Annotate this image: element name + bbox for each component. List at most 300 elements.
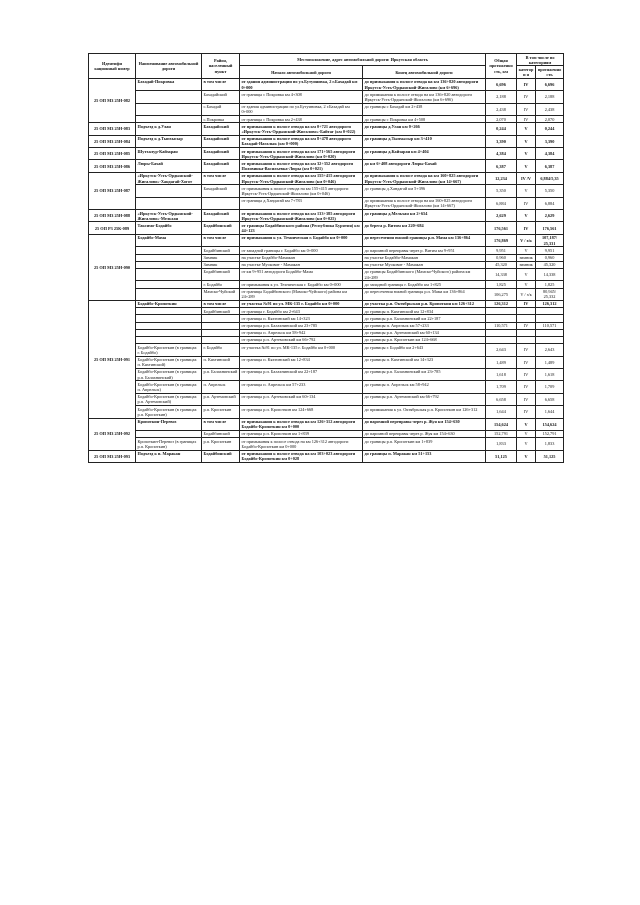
road-name-cell: Бодайбо-Кропоткин (в границах р.п. Балахнинский) [136, 368, 202, 380]
table-row [89, 172, 564, 184]
road-name-cell: Шутхалур-Кайзаран [136, 148, 202, 160]
total-length-cell: 5,350 [486, 185, 517, 197]
total-length-cell: 9,951 [486, 247, 517, 254]
total-length-cell: 1,489 [486, 356, 517, 368]
table-row [89, 406, 564, 418]
category-length-cell: 107,187/ 25,331 [536, 234, 564, 246]
road-name-cell [136, 308, 202, 315]
road-name-cell: Подъезд к д.Тыпхысыр [136, 135, 202, 147]
table-row [89, 222, 564, 234]
road-name-cell: Бахадай-Покровка [136, 78, 202, 90]
start-point-cell: от примыкания к полосе отвода на км 155+415 автодороги Иркутск-Усть-Ордынский-Жигалово (км 0+046) [240, 172, 363, 184]
header-cat-length: протяженно сть [536, 66, 564, 78]
category-cell [517, 315, 536, 322]
category-cell: IV [517, 116, 536, 123]
category-cell: V [517, 185, 536, 197]
header-category: категори я [517, 66, 536, 78]
road-id-cell: 25 ОП Р3 25К-089 [89, 222, 136, 234]
table-row [89, 450, 564, 462]
category-cell: IV [517, 344, 536, 356]
start-point-cell: от границы р.п. Артемовский км 66+792 [240, 336, 363, 343]
total-length-cell [486, 329, 517, 336]
road-id-cell: 25 ОП МЗ 25Н-083 [89, 123, 136, 135]
total-length-cell: 1,709 [486, 381, 517, 393]
district-cell: с.Бахадай [202, 103, 240, 115]
total-length-cell: 110,571 [486, 322, 517, 329]
category-length-cell: 152,791 [536, 430, 564, 437]
category-length-cell: 0,960 [536, 254, 564, 261]
total-length-cell: 2,438 [486, 103, 517, 115]
category-length-cell: 3,390 [536, 135, 564, 147]
end-point-cell: до примыкания к ул. Октябрьская р.п. Кропоткин км 126+312 [363, 406, 486, 418]
category-cell: IV [517, 91, 536, 103]
table-row [89, 91, 564, 103]
header-id: Идентифи кационный номер [89, 54, 136, 79]
category-cell: V [517, 247, 536, 254]
total-length-cell: 2,188 [486, 91, 517, 103]
table-row [89, 160, 564, 172]
district-cell: Бахадайский [202, 91, 240, 103]
start-point-cell: от границы р.п. Балахнинский км 23+785 [240, 322, 363, 329]
category-length-cell: 14,338 [536, 268, 564, 280]
category-cell [517, 329, 536, 336]
table-row [89, 281, 564, 288]
end-point-cell: до границы п. Кяхтинский км 12+834 [363, 308, 486, 315]
category-length-cell: 2,629 [536, 210, 564, 222]
start-point-cell: от границы п. Апрельск км 57+233 [240, 381, 363, 393]
start-point-cell: от границы г. Бодайбо км 2+643 [240, 308, 363, 315]
total-length-cell: 1,618 [486, 368, 517, 380]
district-cell: в том числе [202, 172, 240, 184]
table-row [89, 438, 564, 450]
total-length-cell: 176,561 [486, 222, 517, 234]
end-point-cell: до границы г. Бодайбо км 2+643 [363, 344, 486, 356]
category-cell: V [517, 268, 536, 280]
category-length-cell: 1,825 [536, 281, 564, 288]
road-name-cell: Кропоткин-Перевоз (в границах р.п. Кропоткин) [136, 438, 202, 450]
district-cell [202, 336, 240, 343]
category-length-cell: 0,244 [536, 123, 564, 135]
header-incl: В том числе по категориям [517, 54, 564, 66]
table-row [89, 300, 564, 307]
table-row [89, 234, 564, 246]
total-length-cell: 45,320 [486, 261, 517, 268]
start-point-cell: от границы Бодайбинского района (Республика Бурятия) км 44+123 [240, 222, 363, 234]
table-row [89, 268, 564, 280]
category-length-cell: 6,696 [536, 78, 564, 90]
table-row [89, 344, 564, 356]
start-point-cell: от примыкания к полосе отвода на км 32+352 автодороги Половинка-Васильевка-Люры (км 0+021) [240, 160, 363, 172]
category-cell: IV [517, 197, 536, 209]
category-length-cell [536, 308, 564, 315]
district-cell: Бодайбинский [202, 247, 240, 254]
category-length-cell: 6,387 [536, 160, 564, 172]
district-cell: Бахадайский [202, 123, 240, 135]
category-cell: IV [517, 103, 536, 115]
end-point-cell: до границы с Покровка км 4+508 [363, 116, 486, 123]
table-row [89, 393, 564, 405]
total-length-cell: 154,624 [486, 418, 517, 430]
district-cell: р.п. Кропоткин [202, 438, 240, 450]
start-point-cell: от примыкания к полосе отвода на км 133+385 автодороги Иркутск-Усть-Ордынский-Жигалово (км 0+025) [240, 210, 363, 222]
category-length-cell: 1,833 [536, 438, 564, 450]
header-length: Общая протяженно сть, км [486, 54, 517, 79]
total-length-cell: 3,390 [486, 135, 517, 147]
end-point-cell: до примыкания к полосе отвода на км 136+820 автодороги Иркутск-Усть-Ордынский-Жигалово (км 6+696) [363, 78, 486, 90]
road-id-cell: 25 ОП МЗ 25Н-090 [89, 234, 136, 300]
category-cell: IV [517, 300, 536, 307]
district-cell: п. Апрельск [202, 381, 240, 393]
end-point-cell: до западной границы г. Бодайбо км 1+825 [363, 281, 486, 288]
total-length-cell: 14,338 [486, 268, 517, 280]
table-row [89, 261, 564, 268]
start-point-cell: от примыкания к полосе отвода на км 126+312 автодороги Бодайбо-Кропоткин км 0+000 [240, 418, 363, 430]
category-length-cell: 1,489 [536, 356, 564, 368]
end-point-cell: до границы д.Мельхан км 2+654 [363, 210, 486, 222]
category-length-cell: 2,438 [536, 103, 564, 115]
district-cell: п. Кяхтинский [202, 356, 240, 368]
category-cell: зимник [517, 261, 536, 268]
category-cell: IV [517, 78, 536, 90]
road-id-cell: 25 ОП МЗ 25Н-091 [89, 300, 136, 418]
total-length-cell [486, 308, 517, 315]
table-row [89, 288, 564, 300]
table-row [89, 78, 564, 90]
total-length-cell: 51,125 [486, 450, 517, 462]
end-point-cell: до примыкания к полосе отвода на км 136+820 автодороги Иркутск-Усть-Ордынский-Жигалово (км 6+696) [363, 91, 486, 103]
start-point-cell: от примыкания к ул. Техническая г. Бодайбо км 0+000 [240, 281, 363, 288]
total-length-cell: 2,629 [486, 210, 517, 222]
end-point-cell: до примыкания к полосе отвода на км 160+825 автодороги Иркутск-Усть-Ордынский-Жигалово (км 14+667) [363, 172, 486, 184]
end-point-cell: до границы д.Улан км 0+266 [363, 123, 486, 135]
start-point-cell: от участка №91 по ул. МК-135 г. Бодайбо км 0+000 [240, 300, 363, 307]
district-cell [202, 322, 240, 329]
end-point-cell: до границы р.п. Балахнинский км 23+785 [363, 368, 486, 380]
road-registry-document [88, 53, 563, 463]
district-cell: Мамско-Чуйский [202, 288, 240, 300]
total-length-cell: 1,644 [486, 406, 517, 418]
total-length-cell: 12,234 [486, 172, 517, 184]
end-point-cell: до границы р.п. Кропоткин км 124+668 [363, 336, 486, 343]
total-length-cell: 106,275 [486, 288, 517, 300]
district-cell [202, 315, 240, 322]
category-cell: зимник [517, 254, 536, 261]
end-point-cell: до границы д.Тыпхысыр км 3+410 [363, 135, 486, 147]
road-id-cell: 25 ОП МЗ 25Н-086 [89, 160, 136, 172]
end-point-cell: до границы р.п. Артемовский км 66+792 [363, 393, 486, 405]
category-length-cell: 110,571 [536, 322, 564, 329]
road-name-cell [136, 268, 202, 280]
district-cell: Зимник [202, 261, 240, 268]
header-row-1 [89, 54, 564, 66]
category-cell [517, 336, 536, 343]
start-point-cell: от примыкания к полосе отвода на км 0+721 автодороги «Иркутск-Усть-Ордынский-Жигалово»-Байтаг (км 0+022) [240, 123, 363, 135]
category-length-cell: 45,320 [536, 261, 564, 268]
road-name-cell [136, 430, 202, 437]
table-row [89, 185, 564, 197]
end-point-cell: до границы д.Кайзаран км 4+404 [363, 148, 486, 160]
road-name-cell [136, 281, 202, 288]
road-name-cell [136, 315, 202, 322]
category-cell: IV [517, 356, 536, 368]
road-name-cell [136, 91, 202, 103]
district-cell: г. Бодайбо [202, 344, 240, 356]
category-length-cell: 1,644 [536, 406, 564, 418]
header-start: Начало автомобильной дороги [240, 66, 363, 78]
road-name-cell [136, 254, 202, 261]
table-row [89, 123, 564, 135]
table-row [89, 329, 564, 336]
category-cell: V [517, 160, 536, 172]
end-point-cell: на участке Мусковит - Мамакан [363, 261, 486, 268]
total-length-cell: 0,960 [486, 254, 517, 261]
start-point-cell: от примыкания к полосе отвода на км 155+415 автодороги Иркутск-Усть-Ордынский-Жигалово (км 0+046) [240, 185, 363, 197]
start-point-cell: от границы Бодайбинского (Мамско-Чуйского) района км 24+289 [240, 288, 363, 300]
category-length-cell [536, 336, 564, 343]
category-length-cell: 4,384 [536, 148, 564, 160]
road-name-cell: Бодайбо-Кропоткин (в границах р.п. Артемовский) [136, 393, 202, 405]
road-id-cell: 25 ОП МЗ 25Н-093 [89, 450, 136, 462]
district-cell: Бахадайский [202, 210, 240, 222]
road-name-cell [136, 261, 202, 268]
end-point-cell: до км 6+408 автодороги Люры-Бахай [363, 160, 486, 172]
start-point-cell: от границы п. Кяхтинский км 14+323 [240, 315, 363, 322]
table-row [89, 148, 564, 160]
district-cell: Зимник [202, 254, 240, 261]
table-row [89, 210, 564, 222]
start-point-cell: от здания администрации по ул.Бутуиновка, 2 г.Бахадай км 0+000 [240, 103, 363, 115]
category-length-cell [536, 315, 564, 322]
category-cell: V [517, 135, 536, 147]
total-length-cell: 4,384 [486, 148, 517, 160]
category-cell: IV [517, 393, 536, 405]
road-id-cell: 25 ОП МЗ 25Н-084 [89, 135, 136, 147]
end-point-cell: до участка р.п. Октябрьская р.п. Кропоткин км 126+312 [363, 300, 486, 307]
start-point-cell: от здания администрации по ул.Бутуиновка, 2 г.Бахадай км 0+000 [240, 78, 363, 90]
road-name-cell [136, 197, 202, 209]
category-length-cell: 176,561 [536, 222, 564, 234]
end-point-cell: до паромной переправы через р. Жуя км 154+630 [363, 418, 486, 430]
roads-table [88, 53, 564, 463]
table-row [89, 315, 564, 322]
total-length-cell: 2,070 [486, 116, 517, 123]
road-name-cell: «Иркутск-Усть-Ордынский-Жигалово»-Мельхан [136, 210, 202, 222]
start-point-cell: от границы д.Хандагай км 7+783 [240, 197, 363, 209]
category-length-cell: 2,643 [536, 344, 564, 356]
district-cell: Бодайбинский [202, 308, 240, 315]
end-point-cell: до границы с Бахадай км 2+438 [363, 103, 486, 115]
road-name-cell: Бодайбо-Кропоткин (в границах п. Апрельск) [136, 381, 202, 393]
category-cell: V / з/к [517, 234, 536, 246]
end-point-cell: на участке Бодайбо-Мамакан [363, 254, 486, 261]
category-cell: V [517, 430, 536, 437]
end-point-cell: до границы п. Апрельск км 57+233 [363, 322, 486, 329]
district-cell: г. Бодайбо [202, 281, 240, 288]
category-cell: V [517, 438, 536, 450]
category-cell: IV [517, 368, 536, 380]
start-point-cell: от границы п. Апрельск км 58+942 [240, 329, 363, 336]
end-point-cell: до паромной переправы через р. Жуя км 154+630 [363, 430, 486, 437]
table-row [89, 356, 564, 368]
district-cell: с.Покровка [202, 116, 240, 123]
table-row [89, 197, 564, 209]
table-row [89, 322, 564, 329]
road-id-cell: 25 ОП МЗ 25Н-085 [89, 148, 136, 160]
total-length-cell: 6,387 [486, 160, 517, 172]
category-cell: V [517, 450, 536, 462]
total-length-cell [486, 315, 517, 322]
table-row [89, 247, 564, 254]
road-name-cell: Кропоткин-Перевоз [136, 418, 202, 430]
road-name-cell [136, 185, 202, 197]
total-length-cell: 126,312 [486, 300, 517, 307]
start-point-cell: от примыкания к полосе отвода на км 171+565 автодороги Иркутск-Усть-Ордынский-Жигалово (км 0+020) [240, 148, 363, 160]
table-row [89, 430, 564, 437]
start-point-cell: от км 9+951 автодороги Бодайбо-Мама [240, 268, 363, 280]
table-row [89, 368, 564, 380]
end-point-cell: до паромной переправы через р. Витим км 9+951 [363, 247, 486, 254]
category-cell: V / з/к [517, 288, 536, 300]
category-cell: V [517, 148, 536, 160]
total-length-cell: 1,833 [486, 438, 517, 450]
start-point-cell: от границы р.п. Артемовский км 60+134 [240, 393, 363, 405]
start-point-cell: от границы р.п. Кропоткин км 124+668 [240, 406, 363, 418]
start-point-cell: от западной границы г. Бодайбо км 0+000 [240, 247, 363, 254]
table-row [89, 336, 564, 343]
district-cell: Бодайбинский [202, 268, 240, 280]
start-point-cell: от примыкания к ул. Техническая г. Бодайбо км 0+000 [240, 234, 363, 246]
district-cell [202, 197, 240, 209]
road-name-cell [136, 103, 202, 115]
table-row [89, 135, 564, 147]
district-cell: Бахадайский [202, 135, 240, 147]
category-length-cell: 2,188 [536, 91, 564, 103]
start-point-cell: от примыкания к полосе отвода на км 103+023 автодороги Бодайбо-Кропоткин км 0+028 [240, 450, 363, 462]
road-id-cell: 25 ОП МЗ 25Н-087 [89, 172, 136, 209]
total-length-cell: 0,244 [486, 123, 517, 135]
road-name-cell [136, 116, 202, 123]
category-cell [517, 308, 536, 315]
start-point-cell: от участка №91 по ул. МК-135 г. Бодайбо км 0+000 [240, 344, 363, 356]
table-row [89, 418, 564, 430]
table-body [89, 78, 564, 462]
table-row [89, 116, 564, 123]
category-cell: V [517, 123, 536, 135]
district-cell: в том числе [202, 300, 240, 307]
end-point-cell: до границы п. Кяхтинский км 14+323 [363, 356, 486, 368]
category-length-cell: 6,884/5,35 [536, 172, 564, 184]
category-length-cell: 2,070 [536, 116, 564, 123]
header-end: Конец автомобильной дороги [363, 66, 486, 78]
district-cell: Бахадайский [202, 160, 240, 172]
table-row [89, 254, 564, 261]
start-point-cell: от границы п. Кяхтинский км 12+834 [240, 356, 363, 368]
header-district: Район, населенный пункт [202, 54, 240, 79]
total-length-cell: 152,791 [486, 430, 517, 437]
end-point-cell: до границы Бодайбинского (Мамско-Чуйского) района км 24+289 [363, 268, 486, 280]
category-length-cell: 126,312 [536, 300, 564, 307]
category-cell: V [517, 418, 536, 430]
district-cell: р.п. Кропоткин [202, 406, 240, 418]
district-cell: в том числе [202, 78, 240, 90]
category-length-cell: 1,709 [536, 381, 564, 393]
road-name-cell: Бодайбо-Мама [136, 234, 202, 246]
road-name-cell: Подъезд к д.Улан [136, 123, 202, 135]
category-length-cell: 1,618 [536, 368, 564, 380]
end-point-cell: до границы п. Апрельск км 58+942 [363, 381, 486, 393]
category-cell: IV [517, 322, 536, 329]
category-cell: IV [517, 222, 536, 234]
start-point-cell: от границы с Покровка км 4+308 [240, 91, 363, 103]
end-point-cell: до границы р.п. Балахнинский км 22+187 [363, 315, 486, 322]
road-name-cell [136, 336, 202, 343]
start-point-cell: на участке Мусковит - Мамакан [240, 261, 363, 268]
road-name-cell [136, 329, 202, 336]
table-row [89, 103, 564, 115]
district-cell [202, 329, 240, 336]
road-name-cell [136, 322, 202, 329]
district-cell: р.п. Артемовский [202, 393, 240, 405]
category-length-cell: 80,945/ 25,332 [536, 288, 564, 300]
category-cell: V [517, 281, 536, 288]
road-name-cell: Таксимо-Бодайбо [136, 222, 202, 234]
road-name-cell: Бодайбо-Кропоткин (в границах р.п. Кропоткин) [136, 406, 202, 418]
total-length-cell: 176,869 [486, 234, 517, 246]
road-name-cell [136, 288, 202, 300]
total-length-cell [486, 336, 517, 343]
category-length-cell: 5,350 [536, 185, 564, 197]
district-cell: Бахадайский [202, 148, 240, 160]
road-id-cell: 25 ОП МЗ 25Н-088 [89, 210, 136, 222]
end-point-cell: до пересечения южной границы р.п. Мама км 136+864 [363, 234, 486, 246]
category-cell: IV /V [517, 172, 536, 184]
category-length-cell: 51,125 [536, 450, 564, 462]
road-name-cell: Подъезд к п. Маракан [136, 450, 202, 462]
road-id-cell: 25 ОП МЗ 25Н-092 [89, 418, 136, 450]
header-location: Местоположение, адрес автомобильной дороги: Иркутская область [240, 54, 486, 66]
end-point-cell: до берега р. Витим км 220+684 [363, 222, 486, 234]
district-cell: Бодайбинский [202, 222, 240, 234]
district-cell: Бахадайский [202, 185, 240, 197]
start-point-cell: от примыкания к полосе отвода на км 8+478 автодороги Бахадай-Нагалык (км 0+000) [240, 135, 363, 147]
category-cell: IV [517, 406, 536, 418]
road-name-cell: Бодайбо-Кропоткин (в границах г. Бодайбо) [136, 344, 202, 356]
road-name-cell: Люры-Бахай [136, 160, 202, 172]
start-point-cell: от границы р.п. Балахнинский км 22+187 [240, 368, 363, 380]
end-point-cell: до границы р.п. Кропоткин км 1+839 [363, 438, 486, 450]
total-length-cell: 6,884 [486, 197, 517, 209]
category-length-cell: 9,951 [536, 247, 564, 254]
category-length-cell: 154,624 [536, 418, 564, 430]
table-row [89, 381, 564, 393]
district-cell: в том числе [202, 234, 240, 246]
total-length-cell: 2,643 [486, 344, 517, 356]
start-point-cell: от примыкания к полосе отвода на км 126+312 автодороги Бодайбо-Кропоткин км 0+000 [240, 438, 363, 450]
end-point-cell: до границы д.Хандагай км 5+396 [363, 185, 486, 197]
category-cell: V [517, 210, 536, 222]
district-cell: Бодайбинский [202, 430, 240, 437]
district-cell: р.п. Балахнинский [202, 368, 240, 380]
start-point-cell: на участке Бодайбо-Мамакан [240, 254, 363, 261]
category-length-cell: 6,658 [536, 393, 564, 405]
start-point-cell: от границы с Покровка км 2+438 [240, 116, 363, 123]
end-point-cell: до пересечения южной границы р.п. Мама км 136+864 [363, 288, 486, 300]
road-name-cell: Бодайбо-Кропоткин (в границах п. Кяхтинский) [136, 356, 202, 368]
district-cell: Бодайбинский [202, 450, 240, 462]
road-name-cell [136, 247, 202, 254]
road-name-cell: Бодайбо-Кропоткин [136, 300, 202, 307]
total-length-cell: 6,658 [486, 393, 517, 405]
